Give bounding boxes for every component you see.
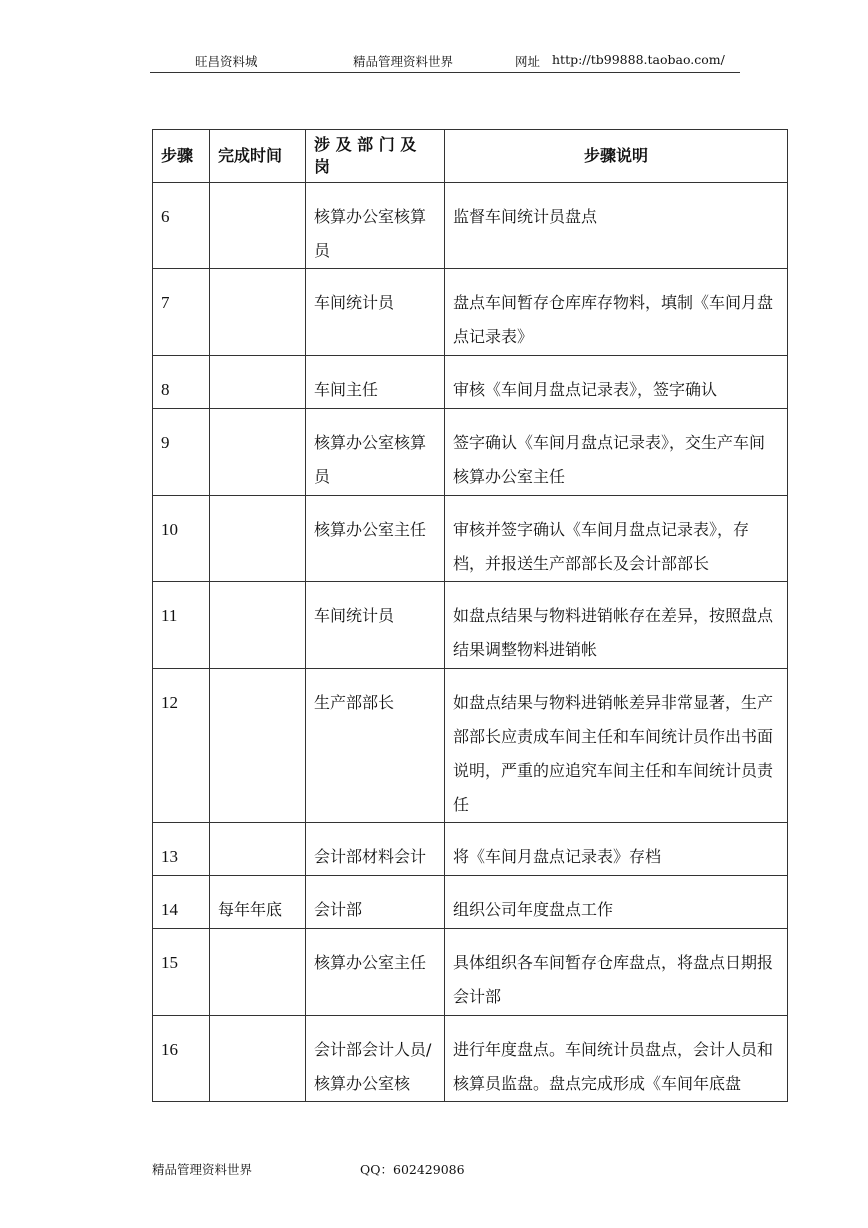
- header-divider: [150, 72, 740, 73]
- cell-dept: 核算办公室主任: [306, 496, 445, 582]
- table-row: [153, 409, 788, 496]
- cell-step: 8: [153, 356, 210, 409]
- table-row: [153, 823, 788, 876]
- cell-step: 14: [153, 876, 210, 929]
- cell-dept: 核算办公室核算员: [306, 183, 445, 269]
- cell-time: [210, 269, 306, 356]
- cell-desc: 盘点车间暂存仓库库存物料，填制《车间月盘点记录表》: [445, 269, 788, 356]
- cell-desc: 具体组织各车间暂存仓库盘点，将盘点日期报会计部: [445, 929, 788, 1016]
- cell-step: 13: [153, 823, 210, 876]
- cell-time: [210, 183, 306, 269]
- cell-desc: 组织公司年度盘点工作: [445, 876, 788, 929]
- table-row: [153, 183, 788, 269]
- cell-time: [210, 1016, 306, 1102]
- cell-step: 9: [153, 409, 210, 496]
- header-center-title: 精品管理资料世界: [353, 54, 454, 69]
- cell-desc: 审核《车间月盘点记录表》，签字确认: [445, 356, 788, 409]
- footer-site-name: 精品管理资料世界: [152, 1162, 253, 1177]
- header-url-link[interactable]: http://tb99888.taobao.com/: [552, 52, 725, 67]
- cell-dept: 核算办公室主任: [306, 929, 445, 1016]
- cell-dept: 车间统计员: [306, 582, 445, 669]
- cell-dept: 会计部: [306, 876, 445, 929]
- table-row: [153, 269, 788, 356]
- header-site-name: 旺昌资料城: [195, 54, 258, 69]
- col-header-step: 步骤: [153, 130, 210, 183]
- cell-step: 15: [153, 929, 210, 1016]
- cell-dept: 生产部部长: [306, 669, 445, 823]
- cell-dept: 会计部材料会计: [306, 823, 445, 876]
- cell-desc: 审核并签字确认《车间月盘点记录表》，存档，并报送生产部部长及会计部部长: [445, 496, 788, 582]
- cell-time: [210, 669, 306, 823]
- cell-desc: 如盘点结果与物料进销帐差异非常显著，生产部部长应责成车间主任和车间统计员作出书面说明，严重的应追究车间主任和车间统计员责任: [445, 669, 788, 823]
- cell-step: 12: [153, 669, 210, 823]
- header-url-label: 网址: [515, 54, 541, 69]
- table-row: [153, 356, 788, 409]
- cell-dept: 核算办公室核算员: [306, 409, 445, 496]
- cell-time: [210, 823, 306, 876]
- footer-qq: QQ：602429086: [360, 1162, 465, 1177]
- table-row: [153, 669, 788, 823]
- cell-step: 7: [153, 269, 210, 356]
- table-row: [153, 496, 788, 582]
- cell-time: [210, 409, 306, 496]
- cell-desc: 签字确认《车间月盘点记录表》，交生产车间核算办公室主任: [445, 409, 788, 496]
- cell-step: 11: [153, 582, 210, 669]
- cell-time: [210, 929, 306, 1016]
- cell-step: 6: [153, 183, 210, 269]
- table-header-row: [153, 130, 788, 183]
- cell-time: [210, 356, 306, 409]
- cell-time: 每年年底: [210, 876, 306, 929]
- cell-desc: 进行年度盘点。车间统计员盘点，会计人员和核算员监盘。盘点完成形成《车间年底盘: [445, 1016, 788, 1102]
- table-row: [153, 582, 788, 669]
- cell-desc: 监督车间统计员盘点: [445, 183, 788, 269]
- cell-desc: 将《车间月盘点记录表》存档: [445, 823, 788, 876]
- cell-dept: 会计部会计人员/核算办公室核: [306, 1016, 445, 1102]
- table-row: [153, 876, 788, 929]
- col-header-time: 完成时间: [210, 130, 306, 183]
- cell-dept: 车间统计员: [306, 269, 445, 356]
- cell-step: 10: [153, 496, 210, 582]
- col-header-desc: 步骤说明: [445, 130, 788, 183]
- cell-time: [210, 496, 306, 582]
- col-header-dept: 涉 及 部 门 及 岗: [306, 130, 445, 183]
- steps-table: [152, 129, 788, 1102]
- table-row: [153, 1016, 788, 1102]
- cell-dept: 车间主任: [306, 356, 445, 409]
- cell-time: [210, 582, 306, 669]
- cell-desc: 如盘点结果与物料进销帐存在差异，按照盘点结果调整物料进销帐: [445, 582, 788, 669]
- table-row: [153, 929, 788, 1016]
- cell-step: 16: [153, 1016, 210, 1102]
